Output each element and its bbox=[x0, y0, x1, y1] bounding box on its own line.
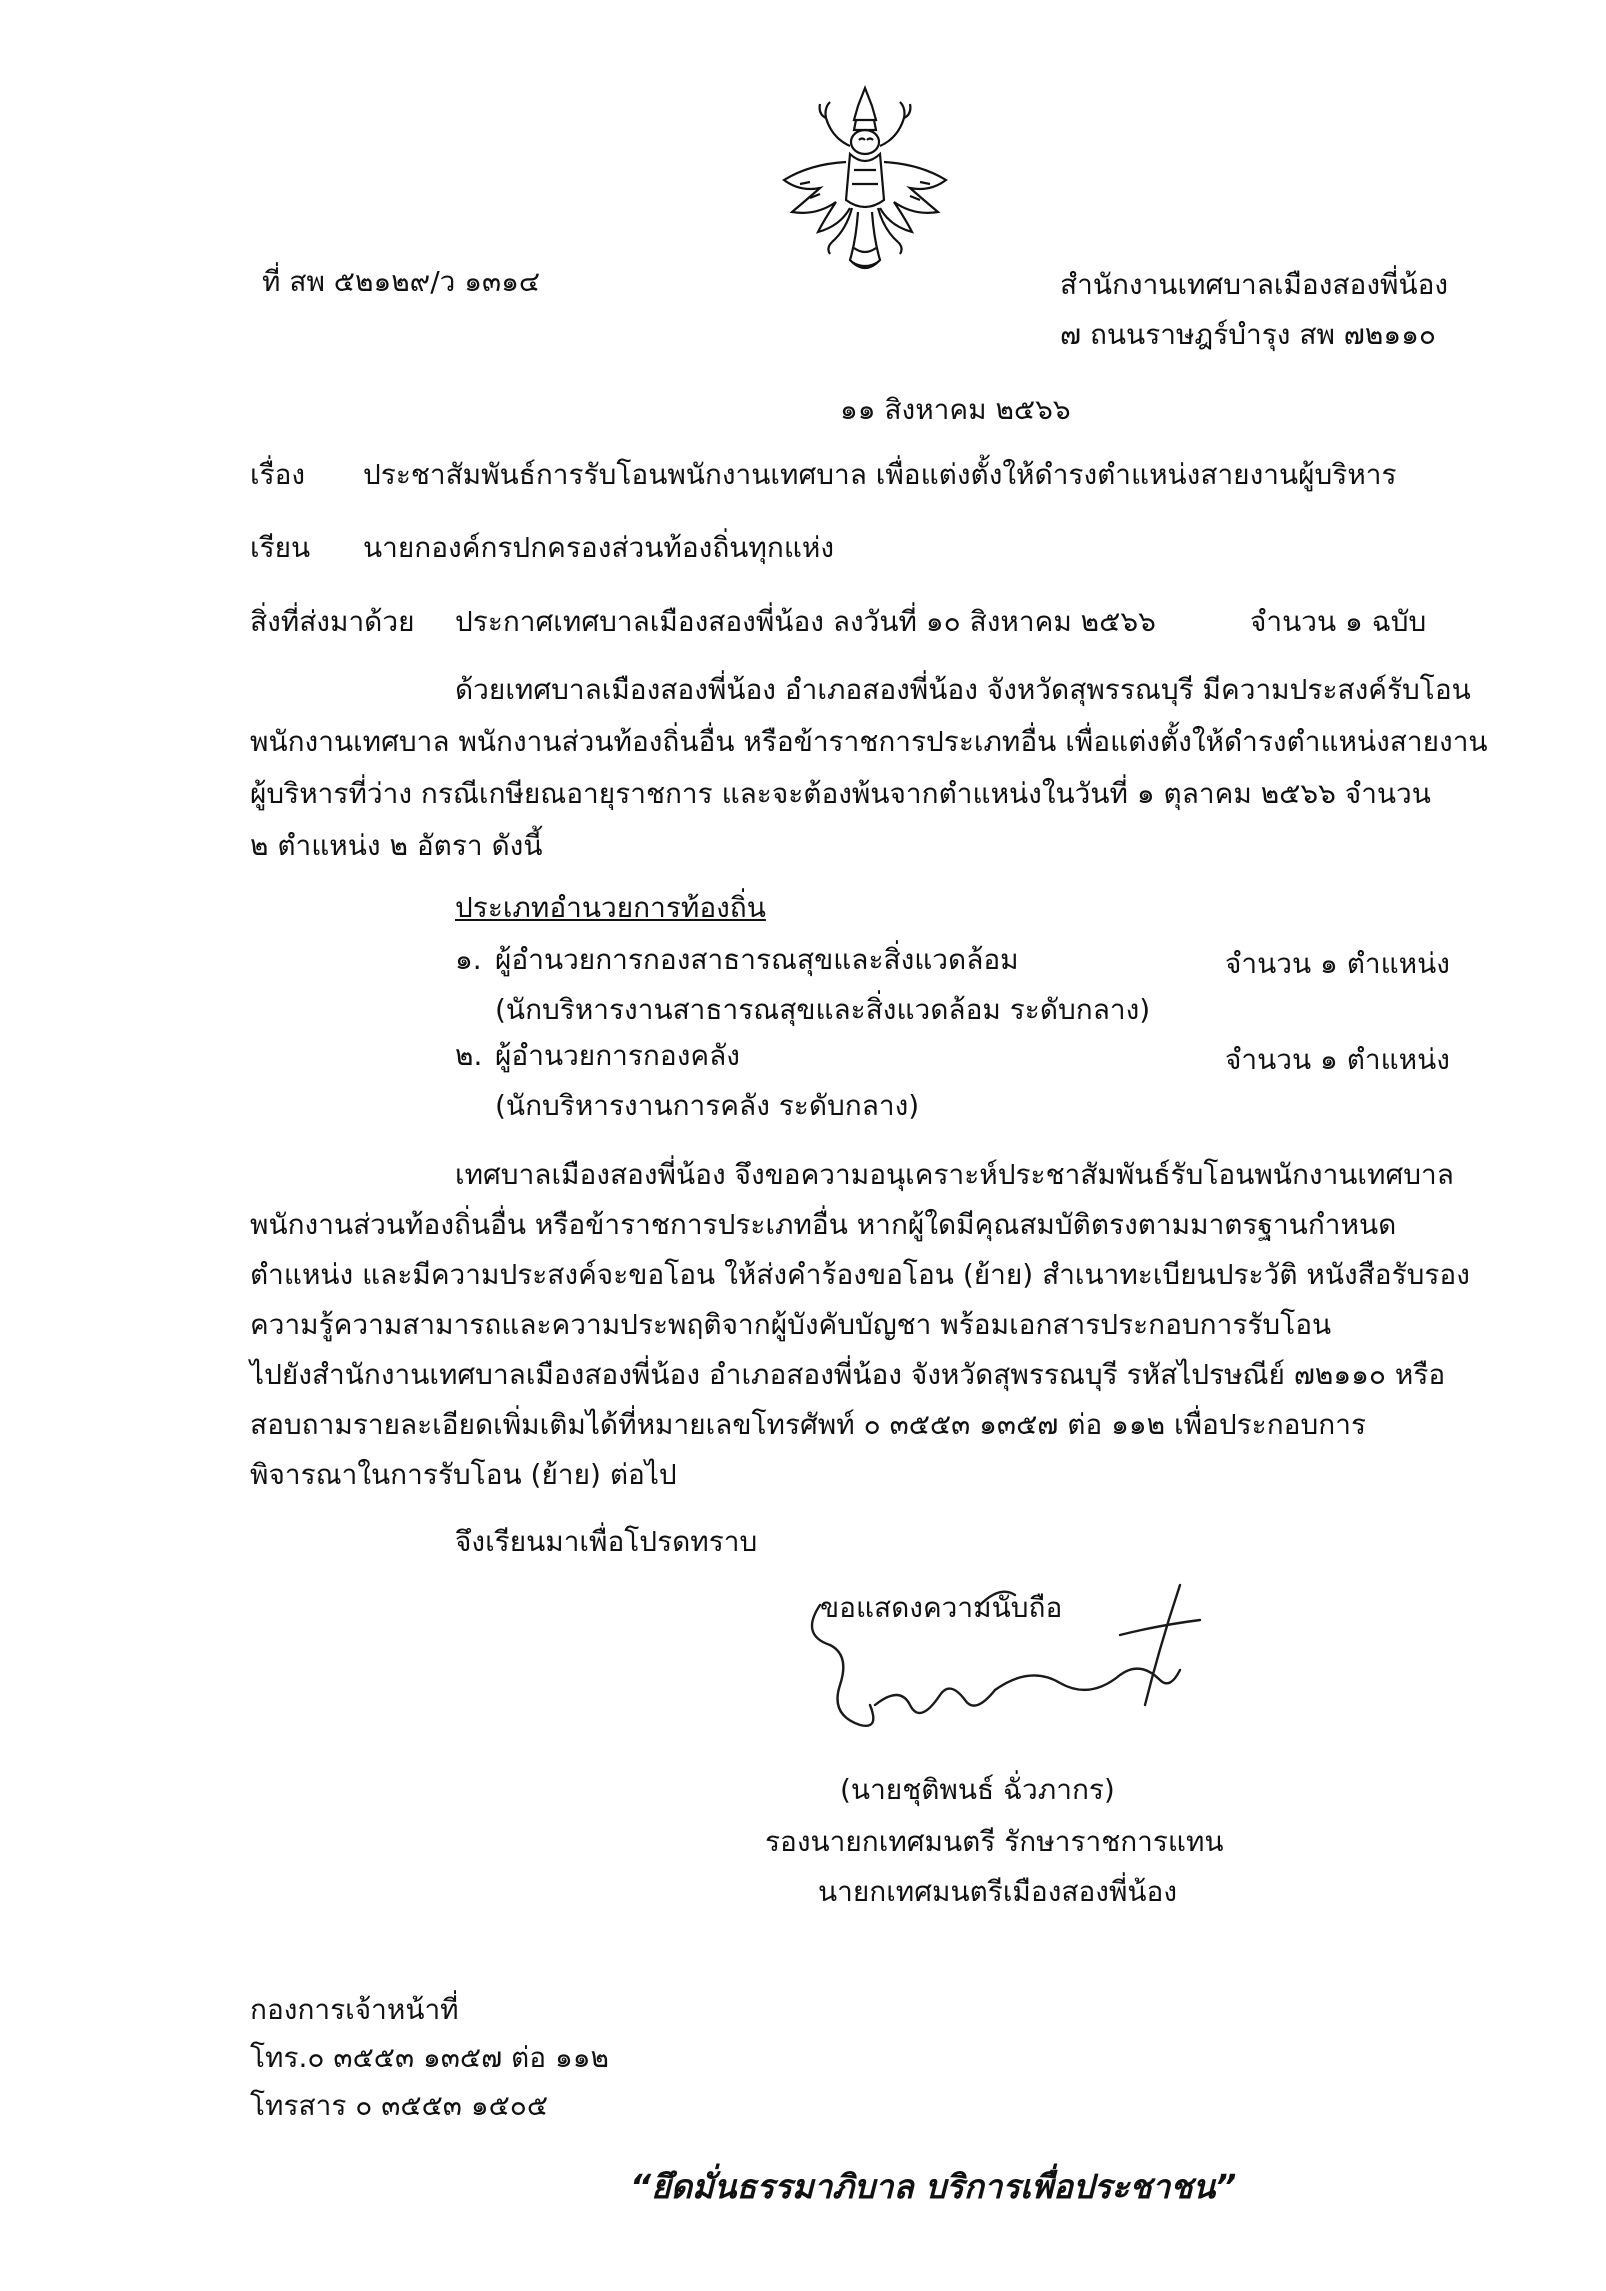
position-2-number: ๒. bbox=[455, 1039, 483, 1072]
closing-line: จึงเรียนมาเพื่อโปรดทราบ bbox=[455, 1525, 758, 1558]
enclosure-quantity: จำนวน ๑ ฉบับ bbox=[1250, 605, 1427, 638]
position-1-number: ๑. bbox=[455, 943, 482, 976]
reference-number: ที่ สพ ๕๒๑๒๙/ว ๑๓๑๔ bbox=[262, 265, 541, 298]
garuda-emblem-icon bbox=[770, 80, 960, 280]
position-type-heading: ประเภทอำนวยการท้องถิ่น bbox=[455, 891, 766, 924]
signer-position-2: นายกเทศมนตรีเมืองสองพี่น้อง bbox=[818, 1875, 1178, 1908]
paragraph-1-line-4: ๒ ตำแหน่ง ๒ อัตรา ดังนี้ bbox=[250, 829, 543, 862]
recipient-label: เรียน bbox=[250, 531, 311, 564]
footer-fax: โทรสาร ๐ ๓๕๕๓ ๑๕๐๕ bbox=[250, 2089, 549, 2122]
office-name: สำนักงานเทศบาลเมืองสองพี่น้อง bbox=[1060, 268, 1449, 301]
paragraph-2-line-7: พิจารณาในการรับโอน (ย้าย) ต่อไป bbox=[250, 1458, 677, 1491]
signer-position-1: รองนายกเทศมนตรี รักษาราชการแทน bbox=[765, 1825, 1224, 1858]
office-address: ๗ ถนนราษฎร์บำรุง สพ ๗๒๑๑๐ bbox=[1060, 318, 1436, 351]
recipient-text: นายกองค์กรปกครองส่วนท้องถิ่นทุกแห่ง bbox=[363, 531, 834, 564]
position-1-title: ผู้อำนวยการกองสาธารณสุขและสิ่งแวดล้อม bbox=[495, 943, 1019, 976]
salutation: ขอแสดงความนับถือ bbox=[820, 1591, 1063, 1624]
paragraph-2-line-6: สอบถามรายละเอียดเพิ่มเติมได้ที่หมายเลขโทรศัพท์ ๐ ๓๕๕๓ ๑๓๕๗ ต่อ ๑๑๒ เพื่อประกอบการ bbox=[250, 1408, 1366, 1441]
enclosure-label: สิ่งที่ส่งมาด้วย bbox=[250, 605, 415, 638]
paragraph-1-line-2: พนักงานเทศบาล พนักงานส่วนท้องถิ่นอื่น หรือข้าราชการประเภทอื่น เพื่อแต่งตั้งให้ดำรงตำแหน่งสายงาน bbox=[250, 725, 1488, 758]
paragraph-2-line-3: ตำแหน่ง และมีความประสงค์จะขอโอน ให้ส่งคำร้องขอโอน (ย้าย) สำเนาทะเบียนประวัติ หนังสือรับรอง bbox=[250, 1258, 1470, 1291]
paragraph-1-line-1: ด้วยเทศบาลเมืองสองพี่น้อง อำเภอสองพี่น้อง จังหวัดสุพรรณบุรี มีความประสงค์รับโอน bbox=[455, 673, 1471, 706]
subject-text: ประชาสัมพันธ์การรับโอนพนักงานเทศบาล เพื่อแต่งตั้งให้ดำรงตำแหน่งสายงานผู้บริหาร bbox=[363, 458, 1397, 491]
paragraph-2-line-4: ความรู้ความสามารถและความประพฤติจากผู้บังคับบัญชา พร้อมเอกสารประกอบการรับโอน bbox=[250, 1308, 1332, 1341]
motto: “ยึดมั่นธรรมาภิบาล บริการเพื่อประชาชน” bbox=[630, 2167, 1237, 2206]
paragraph-1-line-3: ผู้บริหารที่ว่าง กรณีเกษียณอายุราชการ และจะต้องพ้นจากตำแหน่งในวันที่ ๑ ตุลาคม ๒๕๖๖ จำนวน bbox=[250, 777, 1431, 810]
position-2-title: ผู้อำนวยการกองคลัง bbox=[495, 1039, 740, 1072]
position-2-quantity: จำนวน ๑ ตำแหน่ง bbox=[1225, 1043, 1450, 1076]
paragraph-2-line-1: เทศบาลเมืองสองพี่น้อง จึงขอความอนุเคราะห์ประชาสัมพันธ์รับโอนพนักงานเทศบาล bbox=[455, 1158, 1454, 1191]
position-2-detail: (นักบริหารงานการคลัง ระดับกลาง) bbox=[495, 1089, 920, 1122]
letter-date: ๑๑ สิงหาคม ๒๕๖๖ bbox=[840, 393, 1071, 426]
subject-label: เรื่อง bbox=[250, 458, 306, 491]
position-1-quantity: จำนวน ๑ ตำแหน่ง bbox=[1225, 947, 1450, 980]
paragraph-2-line-5: ไปยังสำนักงานเทศบาลเมืองสองพี่น้อง อำเภอสองพี่น้อง จังหวัดสุพรรณบุรี รหัสไปรษณีย์ ๗๒๑๑๐ หรือ bbox=[250, 1358, 1446, 1391]
footer-phone: โทร.๐ ๓๕๕๓ ๑๓๕๗ ต่อ ๑๑๒ bbox=[250, 2041, 609, 2074]
signer-name: (นายชุติพนธ์ ฉั่วภากร) bbox=[840, 1773, 1115, 1806]
footer-department: กองการเจ้าหน้าที่ bbox=[250, 1993, 459, 2026]
handwritten-signature-icon bbox=[800, 1565, 1220, 1755]
paragraph-2-line-2: พนักงานส่วนท้องถิ่นอื่น หรือข้าราชการประเภทอื่น หากผู้ใดมีคุณสมบัติตรงตามมาตรฐานกำหนด bbox=[250, 1208, 1397, 1241]
enclosure-text: ประกาศเทศบาลเมืองสองพี่น้อง ลงวันที่ ๑๐ สิงหาคม ๒๕๖๖ bbox=[455, 605, 1156, 638]
position-1-detail: (นักบริหารงานสาธารณสุขและสิ่งแวดล้อม ระดับกลาง) bbox=[495, 993, 1151, 1026]
